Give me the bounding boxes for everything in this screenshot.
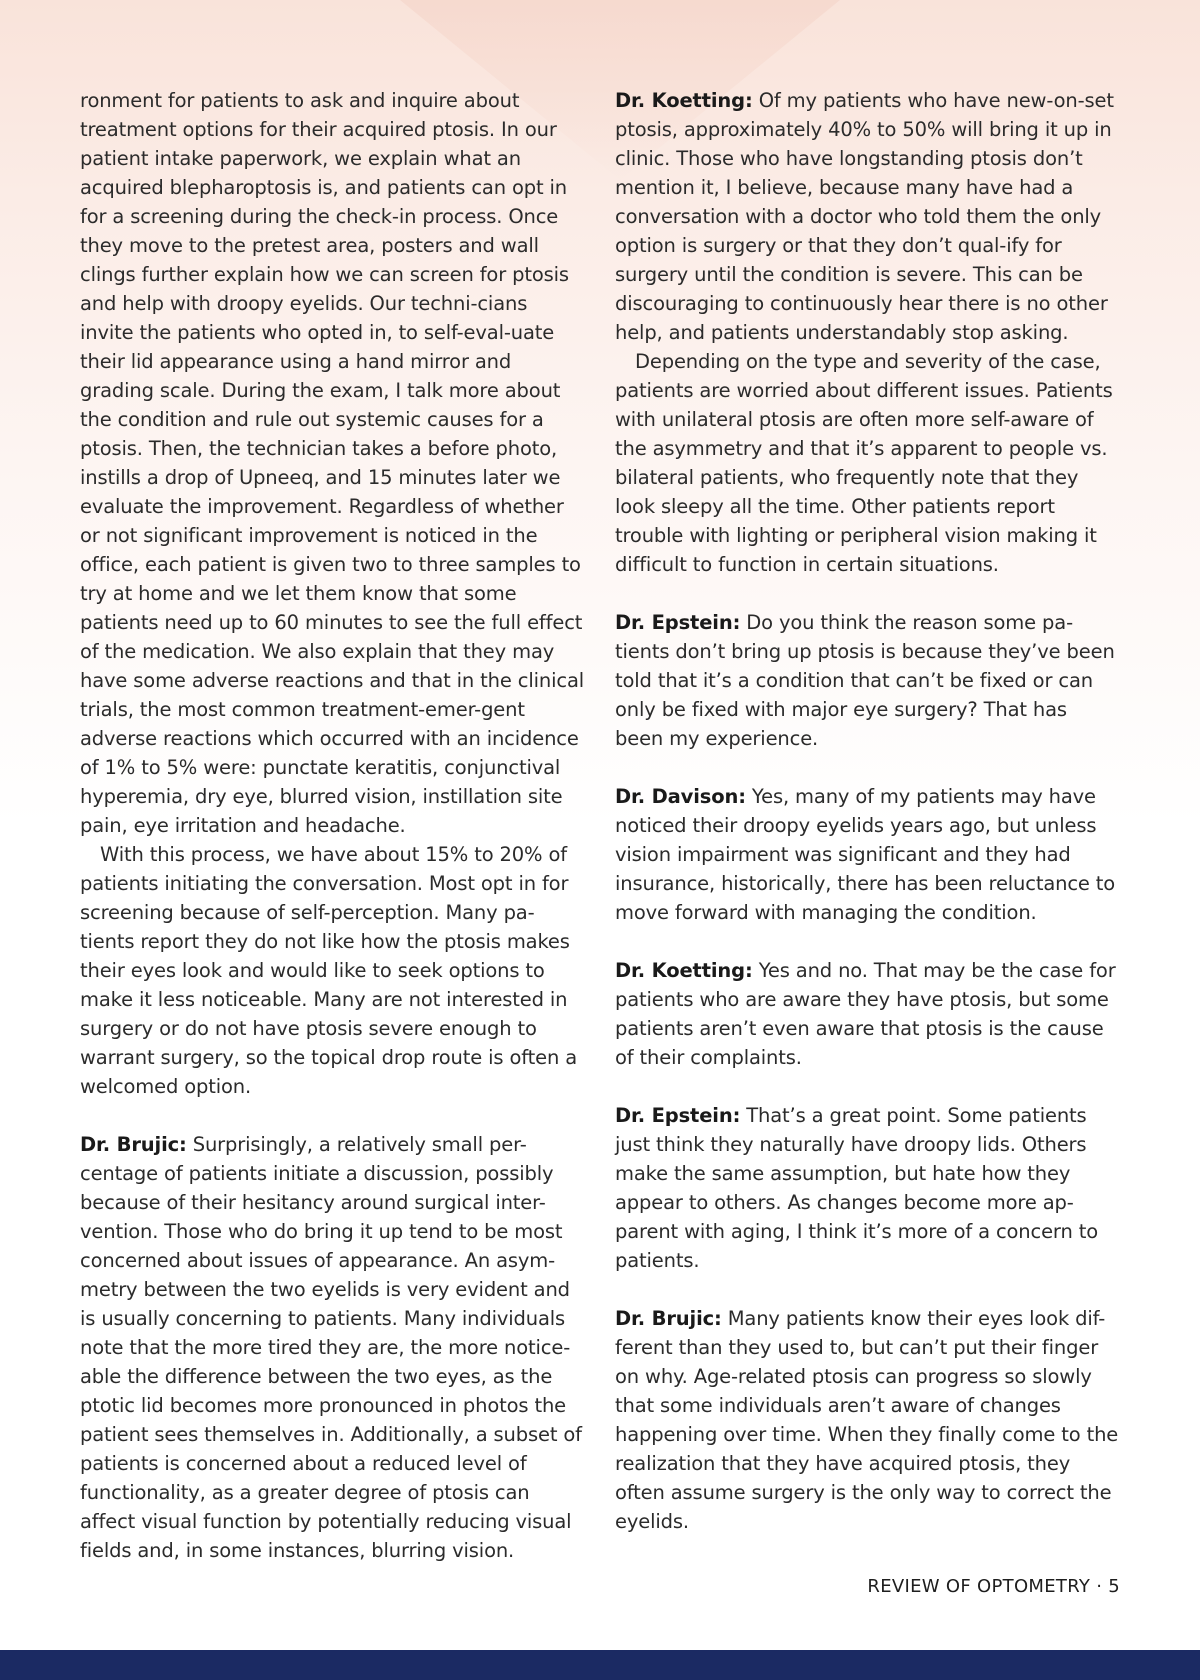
speaker-name: Dr. Davison: bbox=[615, 785, 746, 808]
speaker-paragraph bbox=[615, 782, 1120, 927]
page-folio: REVIEW OF OPTOMETRY · 5 bbox=[867, 1576, 1120, 1597]
speaker-name: Dr. Koetting: bbox=[615, 959, 753, 982]
left-column bbox=[80, 86, 585, 1562]
paragraph: Depending on the type and severity of the case, patients are worried about different issues. Patients with unilateral ptosis are often more self-aware of the asymmetry and that it’s apparent to people vs. bilateral patients, who frequently note that they look sleepy all the time. Other patients report trouble with lighting or peripheral vision making it difficult to function in certain situations. bbox=[615, 350, 1113, 576]
right-column bbox=[615, 86, 1120, 1556]
speaker-name: Dr. Epstein: bbox=[615, 1104, 741, 1127]
speaker-paragraph bbox=[615, 956, 1120, 1072]
paragraph: ronment for patients to ask and inquire about treatment options for their acquired ptosis. In our patient intake paperwork, we explain what an acquired blepharoptosis is, and patients can opt in for a screening during the check-in process. Once they move to the pretest area, posters and wall clings further explain how we can screen for ptosis and help with droopy eyelids. Our techni-cians invite the patients who opted in, to self-eval-uate their lid appearance using a hand mirror and grading scale. During the exam, I talk more about the condition and rule out systemic causes for a ptosis. Then, the technician takes a before photo, instills a drop of Upneeq, and 15 minutes later we evaluate the improvement. Regardless of whether or not significant improvement is noticed in the office, each patient is given two to three samples to try at home and we let them know that some patients need up to 60 minutes to see the full effect of the medication. We also explain that they may have some adverse reactions and that in the clinical trials, the most common treatment-emer-gent adverse reactions which occurred with an incidence of 1% to 5% were: punctate keratitis, conjunctival hyperemia, dry eye, blurred vision, instillation site pain, eye irritation and headache. bbox=[80, 89, 585, 837]
speaker-paragraph bbox=[615, 1304, 1120, 1536]
speaker-paragraph bbox=[80, 1130, 585, 1565]
speaker-paragraph bbox=[615, 608, 1120, 753]
speaker-text: Yes, many of my patients may have noticed their droopy eyelids years ago, but unless vision impairment was significant and they had insurance, historically, there has been reluctance to move forward with managing the condition. bbox=[615, 785, 1116, 924]
speaker-text: Do you think the reason some pa-tients don’t bring up ptosis is because they’ve been told that it’s a condition that can’t be fixed or can only be fixed with major eye surgery? That has been my experience. bbox=[615, 611, 1115, 750]
speaker-paragraph bbox=[615, 1101, 1120, 1275]
speaker-name: Dr. Epstein: bbox=[615, 611, 741, 634]
footer-bar bbox=[0, 1650, 1200, 1680]
speaker-name: Dr. Koetting: bbox=[615, 89, 753, 112]
speaker-text: Surprisingly, a relatively small per-centage of patients initiate a discussion, possibly because of their hesitancy around surgical inter-vention. Those who do bring it up tend to be most concerned about issues of appearance. An asym-metry between the two eyelids is very evident and is usually concerning to patients. Many individuals note that the more tired they are, the more notice-able the difference between the two eyes, as the ptotic lid becomes more pronounced in photos the patient sees themselves in. Additionally, a subset of patients is concerned about a reduced level of functionality, as a greater degree of ptosis can affect visual function by potentially reducing visual fields and, in some instances, blurring vision. bbox=[80, 1133, 582, 1562]
speaker-name: Dr. Brujic: bbox=[80, 1133, 187, 1156]
speaker-paragraph bbox=[615, 86, 1120, 347]
speaker-text: Of my patients who have new-on-set ptosis, approximately 40% to 50% will bring it up in clinic. Those who have longstanding ptosis don’t mention it, I believe, because many have had a conversation with a doctor who told them the only option is surgery or that they don’t qual-ify for surgery until the condition is severe. This can be discouraging to continuously hear there is no other help, and patients understandably stop asking. bbox=[615, 89, 1114, 344]
speaker-name: Dr. Brujic: bbox=[615, 1307, 722, 1330]
speaker-text: Many patients know their eyes look dif-ferent than they used to, but can’t put their finger on why. Age-related ptosis can progress so slowly that some individuals aren’t aware of changes happening over time. When they finally come to the realization that they have acquired ptosis, they often assume surgery is the only way to correct the eyelids. bbox=[615, 1307, 1119, 1533]
paragraph: With this process, we have about 15% to 20% of patients initiating the conversation. Most opt in for screening because of self-perception. Many pa-tients report they do not like how the ptosis makes their eyes look and would like to seek options to make it less noticeable. Many are not interested in surgery or do not have ptosis severe enough to warrant surgery, so the topical drop route is often a welcomed option. bbox=[80, 843, 578, 1098]
article-body bbox=[80, 86, 1120, 1562]
speaker-text: Yes and no. That may be the case for patients who are aware they have ptosis, but some patients aren’t even aware that ptosis is the cause of their complaints. bbox=[615, 959, 1116, 1069]
speaker-text: That’s a great point. Some patients just think they naturally have droopy lids. Others make the same assumption, but hate how they appear to others. As changes become more ap-parent with aging, I think it’s more of a concern to patients. bbox=[615, 1104, 1098, 1272]
